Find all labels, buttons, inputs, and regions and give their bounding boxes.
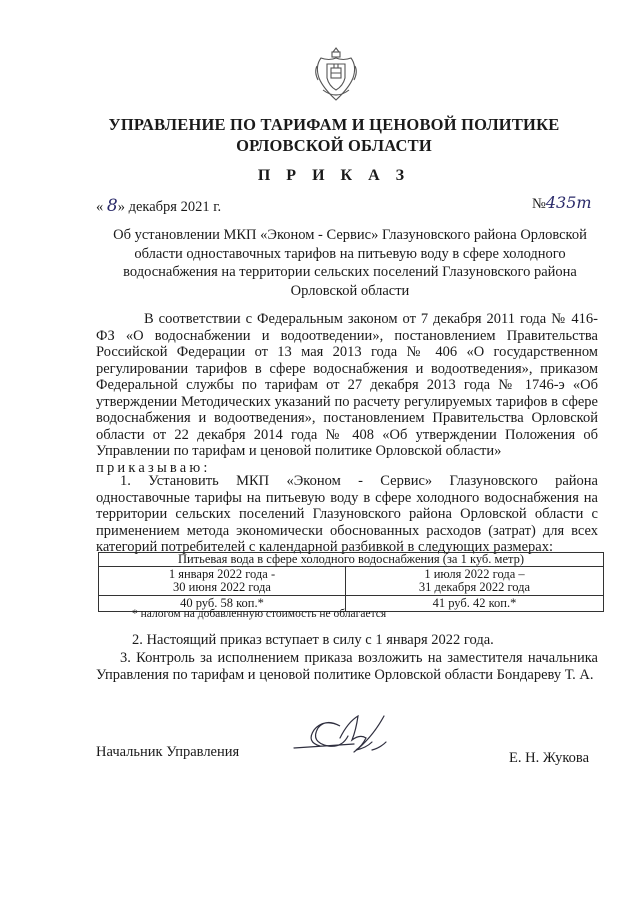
period-2-end: 31 декабря 2022 года — [418, 580, 531, 594]
signatory-name: Е. Н. Жукова — [509, 750, 590, 766]
order-number — [532, 193, 592, 213]
coat-of-arms-icon — [313, 46, 359, 102]
subject-line: Об установлении МКП «Эконом - Сервис» Глазуновского района Орловской — [113, 227, 587, 243]
subject-line: области одноставочных тарифов на питьевую воду в сфере холодного — [134, 245, 566, 262]
item-3-paragraph: 3. Контроль за исполнением приказа возложить на заместителя начальника Управления по тарифам и ценовой политике Орловской области Бондареву Т. А. — [96, 650, 598, 683]
date-month-year: » декабря 2021 г. — [117, 199, 222, 215]
organization-name-line1: УПРАВЛЕНИЕ ПО ТАРИФАМ И ЦЕНОВОЙ ПОЛИТИКЕ — [108, 115, 560, 134]
item-1-paragraph: 1. Установить МКП «Эконом - Сервис» Глазуновского района одноставочные тарифы на питьевую воду в сфере холодного водоснабжения на территории сельских поселений Глазуновского района Орловской области с применением метода экономически обоснованных расходов (затрат) для всех категорий потребителей с календарной разбивкой в следующих размерах: — [96, 473, 598, 555]
subject-line: водоснабжения на территории сельских поселений Глазуновского района — [123, 264, 577, 280]
handwritten-signature — [290, 706, 406, 766]
order-command: приказываю: — [96, 459, 211, 476]
organization-name-line2: ОРЛОВСКОЙ ОБЛАСТИ — [236, 136, 432, 155]
number-sign: № — [532, 196, 546, 212]
order-date — [96, 196, 221, 216]
date-open-quote: « — [96, 199, 104, 215]
tariff-table — [98, 552, 604, 612]
subject-line: Орловской области — [290, 282, 410, 299]
document-type-title: П Р И К А З — [257, 167, 411, 184]
date-day-handwritten: 8 — [106, 196, 118, 216]
period-1-cell — [99, 567, 346, 596]
price-1-cell: 40 руб. 58 коп.* — [99, 596, 346, 612]
table-header: Питьевая вода в сфере холодного водоснабжения (за 1 куб. метр) — [99, 553, 604, 567]
period-1-end: 30 июня 2022 года — [173, 580, 271, 594]
period-1-start: 1 января 2022 года - — [168, 567, 276, 581]
order-subject — [96, 226, 604, 300]
preamble-text: В соответствии с Федеральным законом от 7 декабря 2011 года № 416-ФЗ «О водоснабжении и водоотведении», постановлением Правительства Российской Федерации от 13 мая 2013 года № 406 «О государственном регулировании тарифов в сфере водоснабжения и водоотведения», приказом Федеральной службы по тарифам от 27 декабря 2013 года № 1746-э «Об утверждении Методических указаний по расчету регулируемых тарифов в сфере водоснабжения и водоотведения», постановлением Правительства Орловской области от 22 декабря 2014 года № 408 «Об утверждении Положения об Управлении по тарифам и ценовой политике Орловской области» — [96, 311, 598, 459]
table-row — [99, 567, 604, 596]
signatory-position: Начальник Управления — [96, 744, 240, 760]
preamble-paragraph — [96, 311, 598, 476]
table-row — [99, 553, 604, 567]
vat-footnote: * налогом на добавленную стоимость не облагается — [132, 608, 387, 620]
period-2-cell — [345, 567, 603, 596]
period-2-start: 1 июля 2022 года – — [424, 567, 525, 581]
price-2-cell: 41 руб. 42 коп.* — [345, 596, 603, 612]
item-2-paragraph: 2. Настоящий приказ вступает в силу с 1 января 2022 года. — [132, 632, 494, 648]
number-value-handwritten: 435т — [545, 193, 592, 212]
